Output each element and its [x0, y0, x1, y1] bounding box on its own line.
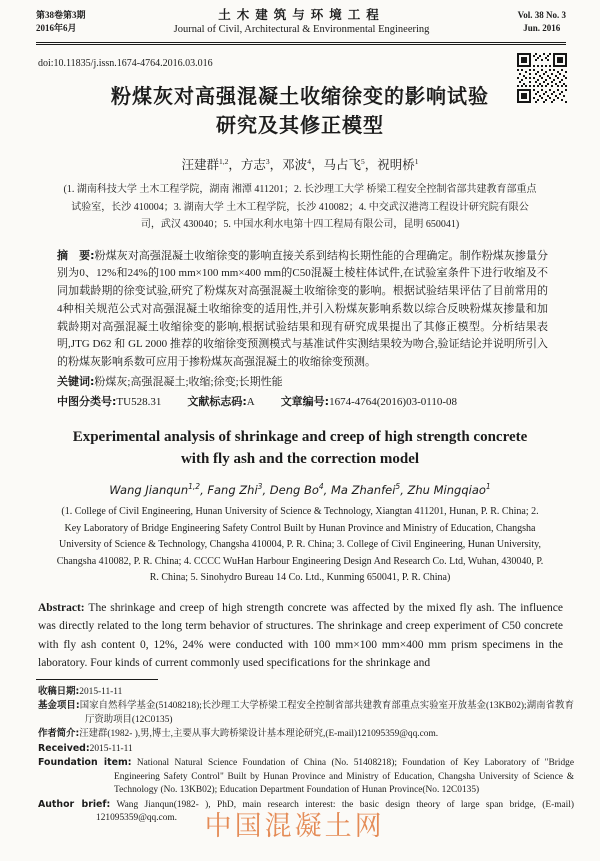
affiliations-en: (1. College of Civil Engineering, Hunan University of Science & Technology, Xiangtan 411201, Hunan, P. R. China; 2. Key Laboratory of Bridge Engineering Safety Control Built by Hunan Province and Ministry of Education, Changsha University of Science & Technology, Changsha 410004, P. R. China; 3. College of Civil Engineering, Hunan University, Changsha 410082, P. R. China; 4. CCCC WuHan Harbour Engineering Design And Research Co. Ltd, Wuhan, 430040, P. R. China; 5. Sinohydro Bureau 14 Co. Ltd., Kunming 650041, P. R. China) — [56, 506, 544, 584]
received-en-value: 2015-11-11 — [89, 743, 133, 754]
document-code — [187, 393, 254, 411]
abstract-en — [38, 599, 563, 673]
author-brief-cn-label: 作者简介: — [38, 728, 80, 740]
qr-code-icon — [517, 53, 567, 103]
author-name: , Deng Bo — [262, 483, 319, 498]
abstract-cn — [57, 247, 548, 373]
author-name: ，邓波 — [269, 158, 308, 172]
author-name: Wang Jianqun — [109, 483, 189, 498]
author-name: , Zhu Mingqiao — [400, 483, 486, 498]
author-sup: 4 — [307, 156, 311, 166]
author-name: , Fang Zhi — [200, 483, 258, 498]
author-brief-en-label: Author brief: — [38, 798, 111, 810]
author-brief-cn-value: 汪建群(1982- ),男,博士,主要从事大跨桥梁设计基本理论研究,(E-mail)121095359@qq.com. — [79, 729, 439, 740]
abstract-en-text: The shrinkage and creep of high strength concrete was affected by the mixed fly ash. The influence was directly related to the long term behavior of structures. The shrinkage and creep experiment of C50 concrete with fly ash content 0, 12%, 24% were conducted with 100 mm×100 mm×400 mm prism specimens in the laboratory. Four kinds of current commonly used specifications for the shrinkage and — [38, 601, 563, 670]
author-sup: 1,2 — [219, 156, 229, 166]
author-name: ，方志 — [228, 158, 266, 172]
doc-code-value: A — [246, 396, 255, 409]
received-date-en — [38, 742, 574, 757]
clc-label: 中图分类号: — [57, 395, 117, 409]
author-sup: 1 — [414, 156, 419, 166]
classification-line — [57, 393, 548, 411]
authors-cn — [0, 155, 600, 173]
author-brief-en-value: Wang Jianqun(1982- ), PhD, main research interest: the basic design theory of large span bridge, (E-mail) 121095359@qq.com. — [96, 799, 574, 824]
foundation-item-en — [38, 756, 574, 798]
article-number — [281, 393, 457, 411]
foundation-cn-label: 基金项目: — [38, 700, 80, 712]
author-sup: 1 — [485, 482, 491, 492]
article-no-value: 1674-4764(2016)03-0110-08 — [329, 396, 458, 409]
author-name: , Ma Zhanfei — [323, 483, 396, 498]
author-name: ，祝明桥 — [364, 158, 415, 172]
clc-value: TU528.31 — [116, 396, 162, 409]
author-sup: 3 — [257, 482, 263, 492]
foundation-item-cn — [38, 699, 574, 727]
article-no-label: 文章编号: — [280, 395, 330, 409]
keywords-text: 粉煤灰;高强混凝土;收缩;徐变;长期性能 — [94, 376, 283, 389]
author-en — [109, 483, 200, 497]
vol-en: Vol. 38 No. 3 — [517, 10, 566, 20]
author-cn — [182, 158, 229, 172]
site-watermark: 中国混凝土网 — [204, 811, 385, 842]
keywords-label: 关键词: — [57, 375, 95, 389]
author-cn — [311, 158, 365, 172]
article-title-cn-line2: 研究及其修正模型 — [216, 113, 384, 137]
article-title-en-line2: with fly ash and the correction model — [180, 451, 420, 468]
received-cn-label: 收稿日期: — [38, 685, 80, 697]
article-title-cn — [0, 82, 600, 140]
author-sup: 4 — [318, 482, 324, 492]
author-sup: 5 — [360, 156, 365, 166]
authors-en — [0, 483, 600, 497]
footnote-rule — [36, 679, 158, 680]
author-name: ，马占飞 — [310, 158, 361, 172]
journal-title-en: Journal of Civil, Architectural & Environmental Engineering — [173, 24, 430, 35]
journal-title-cn: 土木建筑与环境工程 — [218, 8, 385, 22]
journal-title-block — [86, 9, 518, 37]
foundation-en-value: National Natural Science Foundation of China (No. 51408218); Foundation of Key Laboratory of "Bridge Engineering Safety Control" Built by Hunan Province and Ministry of Education, Changsha University of Science & Technology (No. 13KB02); Education Department Foundation of Hunan Province(No. 12C0135) — [114, 758, 575, 796]
author-cn — [270, 158, 311, 172]
abstract-en-label: Abstract: — [38, 601, 85, 614]
article-title-cn-line1: 粉煤灰对高强混凝土收缩徐变的影响试验 — [111, 84, 489, 108]
author-name: 汪建群 — [181, 158, 220, 172]
journal-header — [36, 9, 566, 37]
author-cn — [365, 158, 419, 172]
author-sup: 3 — [265, 156, 270, 166]
article-title-en — [0, 426, 600, 470]
author-sup: 1,2 — [188, 482, 201, 492]
doc-code-label: 文献标志码: — [187, 395, 247, 409]
abstract-cn-label: 摘 要: — [57, 248, 95, 262]
keywords — [57, 373, 548, 391]
abstract-cn-text: 粉煤灰对高强混凝土收缩徐变的影响直接关系到结构长期性能的合理确定。制作粉煤灰掺量分别为0、12%和24%的100 mm×100 mm×400 mm的C50混凝土棱柱体试件,在试验室条件下进行收缩及不同加载龄期的徐变试验,研究了粉煤灰对高强混凝土收缩徐变的影响。根据试验结果评估了目前常用的4种相关规范公式对高强混凝土收缩徐变的适用性,并引入粉煤灰影响系数以综合反映粉煤灰掺量和加载龄期对高强混凝土收缩徐变的影响,根据试验结果和现有研究成果提出了其修正模型。分析结果表明,JTG D62 和 GL 2000 推荐的收缩徐变预测模式与基准试件实测结果较为吻合,验证结论并说明所引入的粉煤灰影响系数可应用于掺粉煤灰高强混凝土的收缩徐变预测。 — [57, 249, 548, 369]
date-cn: 2016年6月 — [36, 22, 77, 33]
foundation-cn-value: 国家自然科学基金(51408218);长沙理工大学桥梁工程安全控制省部共建教育部重点实验室开放基金(13KB02);湖南省教育厅资助项目(12C0135) — [79, 701, 575, 725]
author-en — [324, 483, 401, 497]
journal-issue-cn — [36, 9, 86, 34]
article-title-en-line1: Experimental analysis of shrinkage and creep of high strength concrete — [72, 429, 528, 446]
author-brief-cn — [38, 727, 574, 742]
author-sup: 5 — [395, 482, 401, 492]
author-en — [400, 483, 491, 497]
author-cn — [228, 158, 269, 172]
header-double-rule — [36, 42, 566, 45]
clc-number — [57, 393, 161, 411]
journal-issue-en — [518, 9, 566, 34]
author-en — [200, 483, 262, 497]
received-en-label: Received: — [38, 742, 90, 754]
received-date-cn — [38, 685, 574, 700]
issue-cn: 第38卷第3期 — [36, 10, 86, 20]
author-en — [262, 483, 323, 497]
received-cn-value: 2015-11-11 — [79, 686, 123, 697]
affiliations-cn: (1. 湖南科技大学 土木工程学院，湖南 湘潭 411201；2. 长沙理工大学 桥梁工程安全控制省部共建教育部重点试验室，长沙 410004；3. 湖南大学 土木工程学院，长沙 410082；4. 中交武汉港湾工程设计研究院有限公司，武汉 430040；5. 中国水利水电第十四工程局有限公司，昆明 650041) — [63, 184, 537, 230]
date-en: Jun. 2016 — [523, 22, 561, 33]
doi: doi:10.11835/j.issn.1674-4764.2016.03.016 — [38, 58, 213, 69]
foundation-en-label: Foundation item: — [38, 757, 132, 769]
